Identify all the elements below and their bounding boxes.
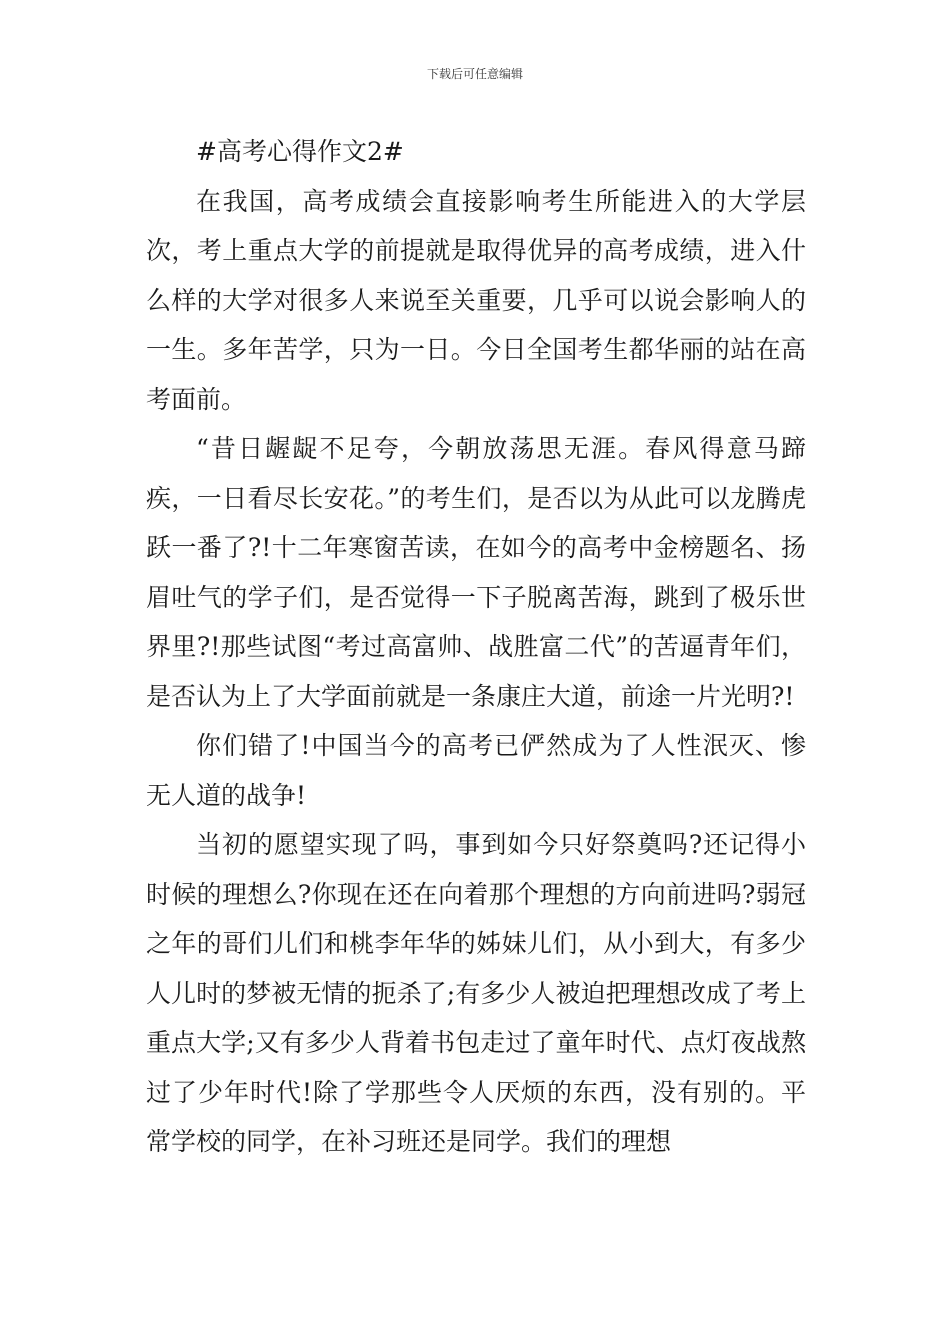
document-heading: #高考心得作文2#	[196, 137, 404, 166]
paragraph-3: 你们错了!中国当今的高考已俨然成为了人性泯灭、惨无人道的战争!	[146, 731, 806, 810]
page-header-note: 下载后可任意编辑	[426, 67, 523, 81]
paragraph-2: “昔日龌龊不足夸，今朝放荡思无涯。春风得意马蹄疾，一日看尽长安花。”的考生们，是否以为从此可以龙腾虎跃一番了?!十二年寒窗苦读，在如今的高考中金榜题名、扬眉吐气的学子们，是否觉得一下子脱离苦海，跳到了极乐世界里?!那些试图“考过高富帅、战胜富二代”的苦逼青年们，是否认为上了大学面前就是一条康庄大道，前途一片光明?!	[146, 434, 806, 711]
document-body	[146, 127, 806, 1167]
paragraph-1: 在我国，高考成绩会直接影响考生所能进入的大学层次，考上重点大学的前提就是取得优异的高考成绩，进入什么样的大学对很多人来说至关重要，几乎可以说会影响人的一生。多年苦学，只为一日。今日全国考生都华丽的站在高考面前。	[146, 186, 806, 414]
paragraph-4: 当初的愿望实现了吗，事到如今只好祭奠吗?还记得小时候的理想么?你现在还在向着那个理想的方向前进吗?弱冠之年的哥们儿们和桃李年华的姊妹儿们，从小到大，有多少人儿时的梦被无情的扼杀了;有多少人被迫把理想改成了考上重点大学;又有多少人背着书包走过了童年时代、点灯夜战熬过了少年时代!除了学那些令人厌烦的东西，没有别的。平常学校的同学，在补习班还是同学。我们的理想	[146, 830, 806, 1156]
